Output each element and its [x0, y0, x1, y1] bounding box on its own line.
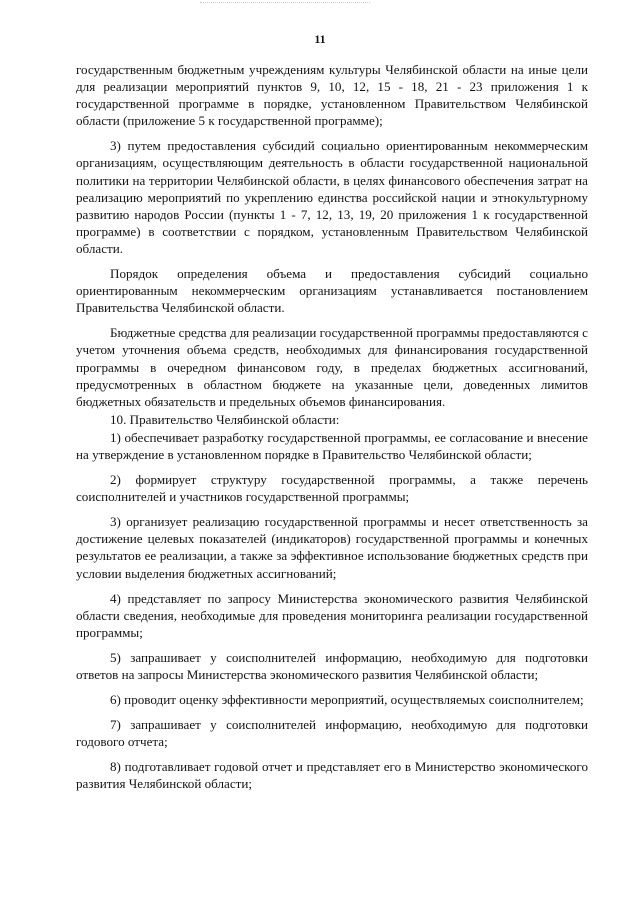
- scan-artifact: [200, 2, 370, 9]
- page-number: 11: [314, 32, 326, 46]
- list-item-3: 3) организует реализацию государственной программы и несет ответственность за достижение целевых показателей (индикаторов) государственной программы и конечных результатов ее реализации, а также за эффективное использование бюджетных средств при условии выделения бюджетных ассигнований;: [76, 514, 588, 581]
- list-item-2: 2) формирует структуру государственной программы, а также перечень соисполнителей и участников государственной программы;: [76, 472, 588, 505]
- list-item-6: 6) проводит оценку эффективности мероприятий, осуществляемых соисполнителем;: [110, 692, 584, 708]
- paragraph-continuation: государственным бюджетным учреждениям культуры Челябинской области на иные цели для реализации мероприятий пунктов 9, 10, 12, 15 - 18, 21 - 23 приложения 1 к государственной программе в порядке, установленном Правительством Челябинской области (приложение 5 к государственной программе);: [76, 62, 588, 129]
- paragraph-subsidy-procedure: Порядок определения объема и предоставления субсидий социально ориентированным некоммерческим организациям устанавливается постановлением Правительства Челябинской области.: [76, 266, 588, 316]
- paragraph-budget-funds: Бюджетные средства для реализации государственной программы предоставляются с учетом уточнения объема средств, необходимых для финансирования государственной программы в очередном финансовом году, в пределах бюджетных ассигнований, предусмотренных в областном бюджете на указанные цели, доведенных лимитов бюджетных обязательств и предельных объемов финансирования.: [76, 325, 588, 409]
- list-item-1: 1) обеспечивает разработку государственной программы, ее согласование и внесение на утверждение в установленном порядке в Правительство Челябинской области;: [76, 429, 588, 462]
- section-heading-10: 10. Правительство Челябинской области:: [110, 411, 340, 427]
- document-body: [76, 61, 588, 793]
- paragraph-item-3-subsidies: 3) путем предоставления субсидий социально ориентированным некоммерческим организациям, осуществляющим деятельность в области государственной национальной политики на территории Челябинской области, в целях финансового обеспечения затрат на реализацию мероприятий по укреплению единства российской нации и этнокультурному развитию народов России (пункты 1 - 7, 12, 13, 19, 20 приложения 1 к государственной программе) в соответствии с порядком, установленным Правительством Челябинской области.: [76, 138, 588, 256]
- list-item-7: 7) запрашивает у соисполнителей информацию, необходимую для подготовки годового отчета;: [76, 717, 588, 750]
- list-item-5: 5) запрашивает у соисполнителей информацию, необходимую для подготовки ответов на запросы Министерства экономического развития Челябинской области;: [76, 649, 588, 682]
- list-item-8: 8) подготавливает годовой отчет и представляет его в Министерство экономического развития Челябинской области;: [76, 759, 588, 792]
- list-item-4: 4) представляет по запросу Министерства экономического развития Челябинской области сведения, необходимые для проведения мониторинга реализации государственной программы;: [76, 590, 588, 640]
